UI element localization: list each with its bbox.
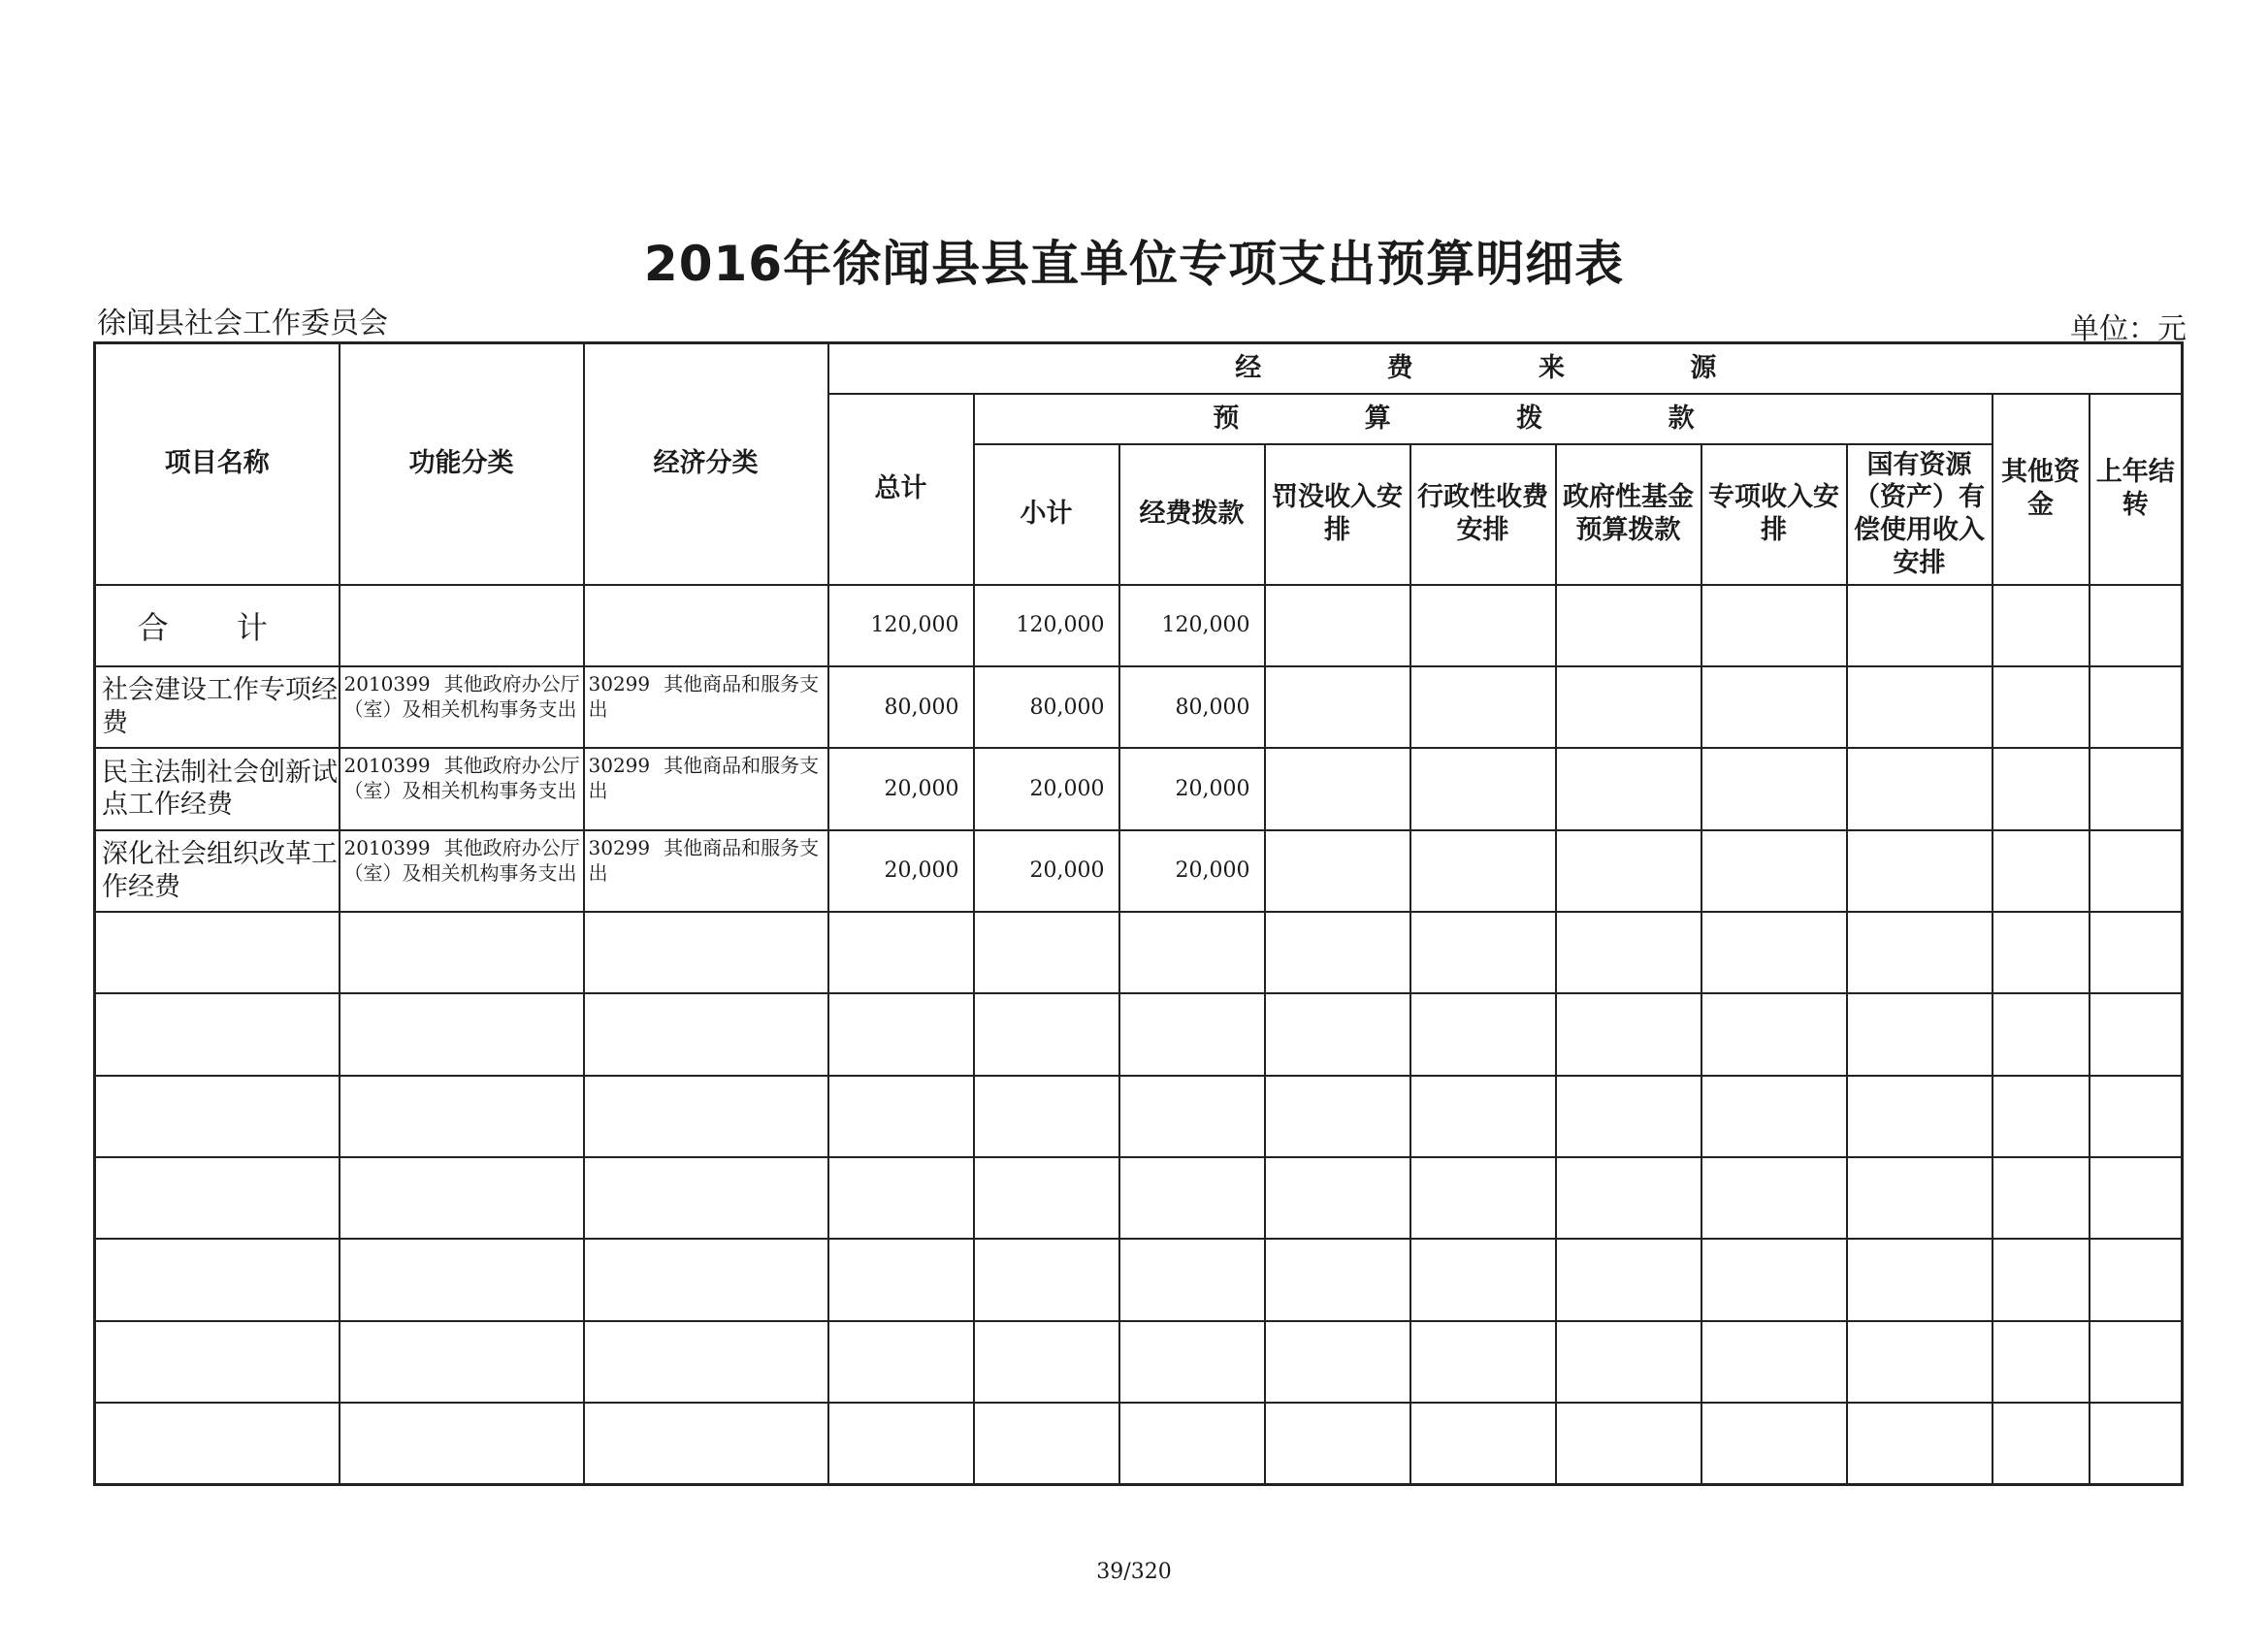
table-cell [1847,666,1993,748]
project-name: 深化社会组织改革工作经费 [95,830,340,912]
table-cell [2090,585,2183,666]
table-cell [1847,1403,1993,1485]
header-gov-fund: 政府性基金预算拨款 [1556,444,1701,585]
table-cell [1993,666,2090,748]
table-cell [1847,830,1993,912]
table-cell [1701,666,1847,748]
table-cell [1556,993,1701,1075]
function-code: 2010399 [343,835,431,859]
table-cell [584,912,828,993]
table-cell [584,1403,828,1485]
header-special-income: 专项收入安排 [1701,444,1847,585]
row-total: 20,000 [828,830,974,912]
economic-desc: 其他商品和服务支出 [588,754,820,803]
table-cell [1265,1321,1410,1403]
table-cell [1119,993,1265,1075]
table-cell [1265,912,1410,993]
economic-desc: 其他商品和服务支出 [588,671,820,721]
table-cell [974,1157,1119,1239]
total-fund-allocation: 120,000 [1119,585,1265,666]
table-cell [1847,912,1993,993]
table-cell [1265,748,1410,829]
header-project-name: 项目名称 [95,343,340,585]
table-cell [1410,585,1556,666]
table-cell [1701,585,1847,666]
function-code: 2010399 [343,671,431,695]
empty-row [95,1157,2183,1239]
table-cell [95,1403,340,1485]
table-cell [828,1076,974,1157]
table-cell [974,912,1119,993]
header-funding-source: 经 费 来 源 [828,343,2183,394]
table-row [95,666,2183,748]
function-class-cell [340,666,584,748]
table-cell [1701,1157,1847,1239]
table-cell [340,1157,584,1239]
table-cell [2090,830,2183,912]
table-cell [2090,748,2183,829]
table-cell [1265,1076,1410,1157]
table-cell [1410,993,1556,1075]
table-cell [828,912,974,993]
table-cell [974,1403,1119,1485]
table-cell [828,993,974,1075]
table-cell [974,1076,1119,1157]
total-row [95,585,2183,666]
header-state-assets: 国有资源（资产）有偿使用收入安排 [1847,444,1993,585]
header-row-1 [95,343,2183,394]
table-cell [2090,993,2183,1075]
table-cell [95,993,340,1075]
table-cell [1993,1321,2090,1403]
table-cell [974,993,1119,1075]
document-title: 2016年徐闻县县直单位专项支出预算明细表 [643,236,1625,292]
function-class-cell [340,748,584,829]
header-budget-allocation: 预 算 拨 款 [974,394,1993,444]
table-cell [1556,1239,1701,1320]
table-cell [1847,585,1993,666]
table-cell [1993,585,2090,666]
table-cell [95,1157,340,1239]
page-number: 39/320 [1096,1560,1172,1584]
table-cell [974,1239,1119,1320]
table-cell [828,1403,974,1485]
table-cell [95,1321,340,1403]
table-cell [1265,830,1410,912]
table-cell [1993,1076,2090,1157]
table-cell [1556,1403,1701,1485]
table-cell [1265,1157,1410,1239]
table-cell [584,1076,828,1157]
table-cell [1556,748,1701,829]
row-fund-allocation: 20,000 [1119,830,1265,912]
empty-row [95,1076,2183,1157]
table-cell [1265,993,1410,1075]
total-subtotal: 120,000 [974,585,1119,666]
empty-row [95,1321,2183,1403]
function-desc: 其他政府办公厅（室）及相关机构事务支出 [343,671,580,721]
empty-row [95,912,2183,993]
table-cell [1556,666,1701,748]
table-cell [1556,1157,1701,1239]
table-cell [1556,1076,1701,1157]
table-cell [1993,1403,2090,1485]
table-cell [974,1321,1119,1403]
table-cell [1847,1076,1993,1157]
table-cell [1993,830,2090,912]
row-subtotal: 80,000 [974,666,1119,748]
header-admin-fees: 行政性收费安排 [1410,444,1556,585]
table-cell [1993,748,2090,829]
table-cell [828,1239,974,1320]
table-cell [340,1076,584,1157]
row-total: 20,000 [828,748,974,829]
economic-code: 30299 [588,835,651,859]
function-class-cell [340,830,584,912]
economic-class-cell [584,748,828,829]
table-cell [584,1321,828,1403]
header-total: 总计 [828,394,974,585]
table-cell [1701,1076,1847,1157]
unit-label: 单位：元 [2070,312,2187,346]
table-cell [340,1239,584,1320]
table-cell [1556,1321,1701,1403]
table-cell [1993,1157,2090,1239]
table-cell [584,993,828,1075]
table-cell [1265,1239,1410,1320]
table-cell [1701,1403,1847,1485]
table-cell [1410,1403,1556,1485]
table-cell [1119,1076,1265,1157]
header-other-funds: 其他资金 [1993,394,2090,585]
table-cell [1701,748,1847,829]
table-cell [340,993,584,1075]
economic-code: 30299 [588,754,651,778]
table-cell [1556,912,1701,993]
table-cell [95,912,340,993]
function-desc: 其他政府办公厅（室）及相关机构事务支出 [343,835,580,885]
row-fund-allocation: 80,000 [1119,666,1265,748]
table-cell [1410,912,1556,993]
table-cell [340,1403,584,1485]
header-function-class: 功能分类 [340,343,584,585]
table-cell [584,1239,828,1320]
table-cell [2090,666,2183,748]
table-cell [2090,912,2183,993]
table-cell [2090,1403,2183,1485]
table-cell [1410,748,1556,829]
table-cell [1410,830,1556,912]
row-subtotal: 20,000 [974,830,1119,912]
table-cell [1847,748,1993,829]
table-row [95,748,2183,829]
header-fund-allocation: 经费拨款 [1119,444,1265,585]
table-cell [1265,585,1410,666]
economic-class-cell [584,830,828,912]
table-cell [1993,912,2090,993]
table-cell [1119,1239,1265,1320]
function-code: 2010399 [343,754,431,778]
row-total: 80,000 [828,666,974,748]
table-cell [1847,1157,1993,1239]
table-cell [95,1239,340,1320]
table-cell [1119,1321,1265,1403]
table-cell [1556,830,1701,912]
table-cell [1410,1076,1556,1157]
table-cell [828,1157,974,1239]
table-cell [1410,1157,1556,1239]
function-desc: 其他政府办公厅（室）及相关机构事务支出 [343,754,580,803]
table-cell [1701,1239,1847,1320]
table-cell [1265,666,1410,748]
empty-row [95,993,2183,1075]
row-fund-allocation: 20,000 [1119,748,1265,829]
table-cell [1701,830,1847,912]
table-cell [1119,1403,1265,1485]
header-fines-income: 罚没收入安排 [1265,444,1410,585]
project-name: 社会建设工作专项经费 [95,666,340,748]
table-row [95,830,2183,912]
table-cell [1701,1321,1847,1403]
table-cell [1701,912,1847,993]
table-cell [1410,1321,1556,1403]
total-total: 120,000 [828,585,974,666]
table-cell [1410,666,1556,748]
table-cell [2090,1321,2183,1403]
empty-row [95,1403,2183,1485]
table-cell [340,912,584,993]
table-cell [1993,1239,2090,1320]
table-cell [2090,1239,2183,1320]
table-cell [1410,1239,1556,1320]
economic-class-cell [584,666,828,748]
table-cell [1701,993,1847,1075]
economic-code: 30299 [588,671,651,695]
total-label: 合 计 [95,585,340,666]
table-cell [828,1321,974,1403]
empty-row [95,1239,2183,1320]
table-cell [1119,912,1265,993]
budget-table [93,341,2184,1486]
table-cell [1847,1239,1993,1320]
row-subtotal: 20,000 [974,748,1119,829]
table-cell [1119,1157,1265,1239]
table-cell [2090,1076,2183,1157]
table-cell [340,585,584,666]
header-economic-class: 经济分类 [584,343,828,585]
project-name: 民主法制社会创新试点工作经费 [95,748,340,829]
table-cell [584,585,828,666]
header-subtotal: 小计 [974,444,1119,585]
table-cell [1847,1321,1993,1403]
table-cell [1265,1403,1410,1485]
table-cell [1993,993,2090,1075]
table-cell [1847,993,1993,1075]
header-prev-year: 上年结转 [2090,394,2183,585]
table-cell [584,1157,828,1239]
table-cell [340,1321,584,1403]
table-cell [95,1076,340,1157]
economic-desc: 其他商品和服务支出 [588,835,820,885]
organization-name: 徐闻县社会工作委员会 [97,307,388,340]
table-cell [2090,1157,2183,1239]
table-cell [1556,585,1701,666]
